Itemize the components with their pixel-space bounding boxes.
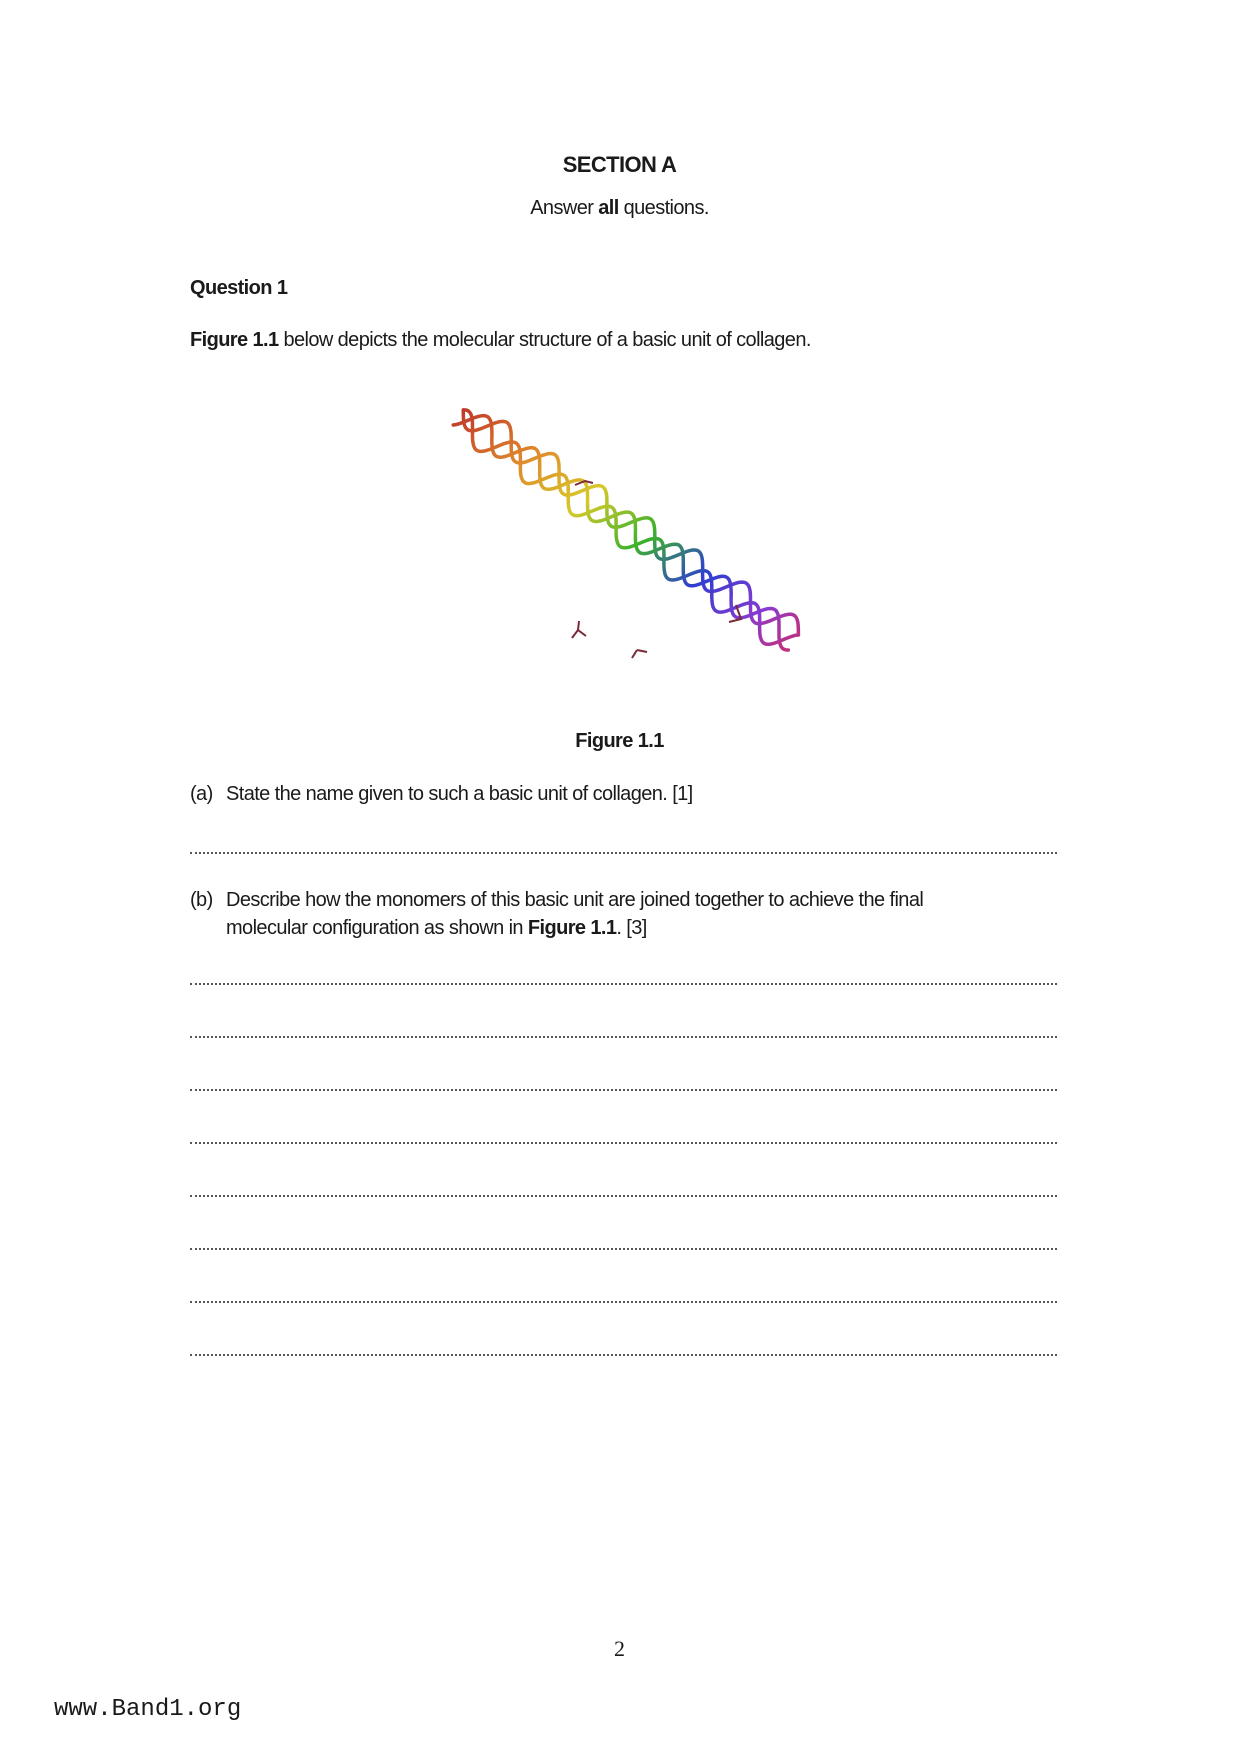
answer-line-b[interactable] xyxy=(190,1142,1057,1144)
part-b-marks: . [3] xyxy=(616,917,647,939)
figure-caption: Figure 1.1 xyxy=(575,730,664,752)
question-intro xyxy=(190,330,811,350)
instruction-bold: all xyxy=(598,197,619,219)
answer-line-b[interactable] xyxy=(190,1301,1057,1303)
intro-text: below depicts the molecular structure of a basic unit of collagen. xyxy=(278,329,811,351)
answer-line-b[interactable] xyxy=(190,1089,1057,1091)
part-b-text: molecular configuration as shown in xyxy=(226,917,528,939)
collagen-triple-helix-figure xyxy=(450,400,810,670)
answer-line-b[interactable] xyxy=(190,983,1057,985)
answer-line-b[interactable] xyxy=(190,1036,1057,1038)
answer-line-a[interactable] xyxy=(190,852,1057,854)
answer-line-b[interactable] xyxy=(190,1195,1057,1197)
figure-ref: Figure 1.1 xyxy=(527,917,617,939)
section-title: SECTION A xyxy=(562,152,677,177)
instruction-text: questions. xyxy=(618,197,709,219)
part-b-label: (b) xyxy=(190,889,213,911)
answer-line-b[interactable] xyxy=(190,1354,1057,1356)
instruction-text: Answer xyxy=(530,197,599,219)
figure-ref: Figure 1.1 xyxy=(190,329,279,351)
part-b-text-line1: Describe how the monomers of this basic unit are joined together to achieve the final xyxy=(226,889,924,911)
part-a-text: State the name given to such a basic unit of collagen. [1] xyxy=(226,783,693,805)
watermark: www.Band1.org xyxy=(54,1696,242,1723)
part-a-label: (a) xyxy=(190,783,213,805)
helix-strand xyxy=(464,410,799,644)
page-number: 2 xyxy=(614,1636,625,1661)
answer-line-b[interactable] xyxy=(190,1248,1057,1250)
helix-strand xyxy=(453,416,788,650)
section-instruction xyxy=(0,198,1239,218)
question-heading: Question 1 xyxy=(190,277,288,299)
part-b-text-line2 xyxy=(226,918,647,938)
